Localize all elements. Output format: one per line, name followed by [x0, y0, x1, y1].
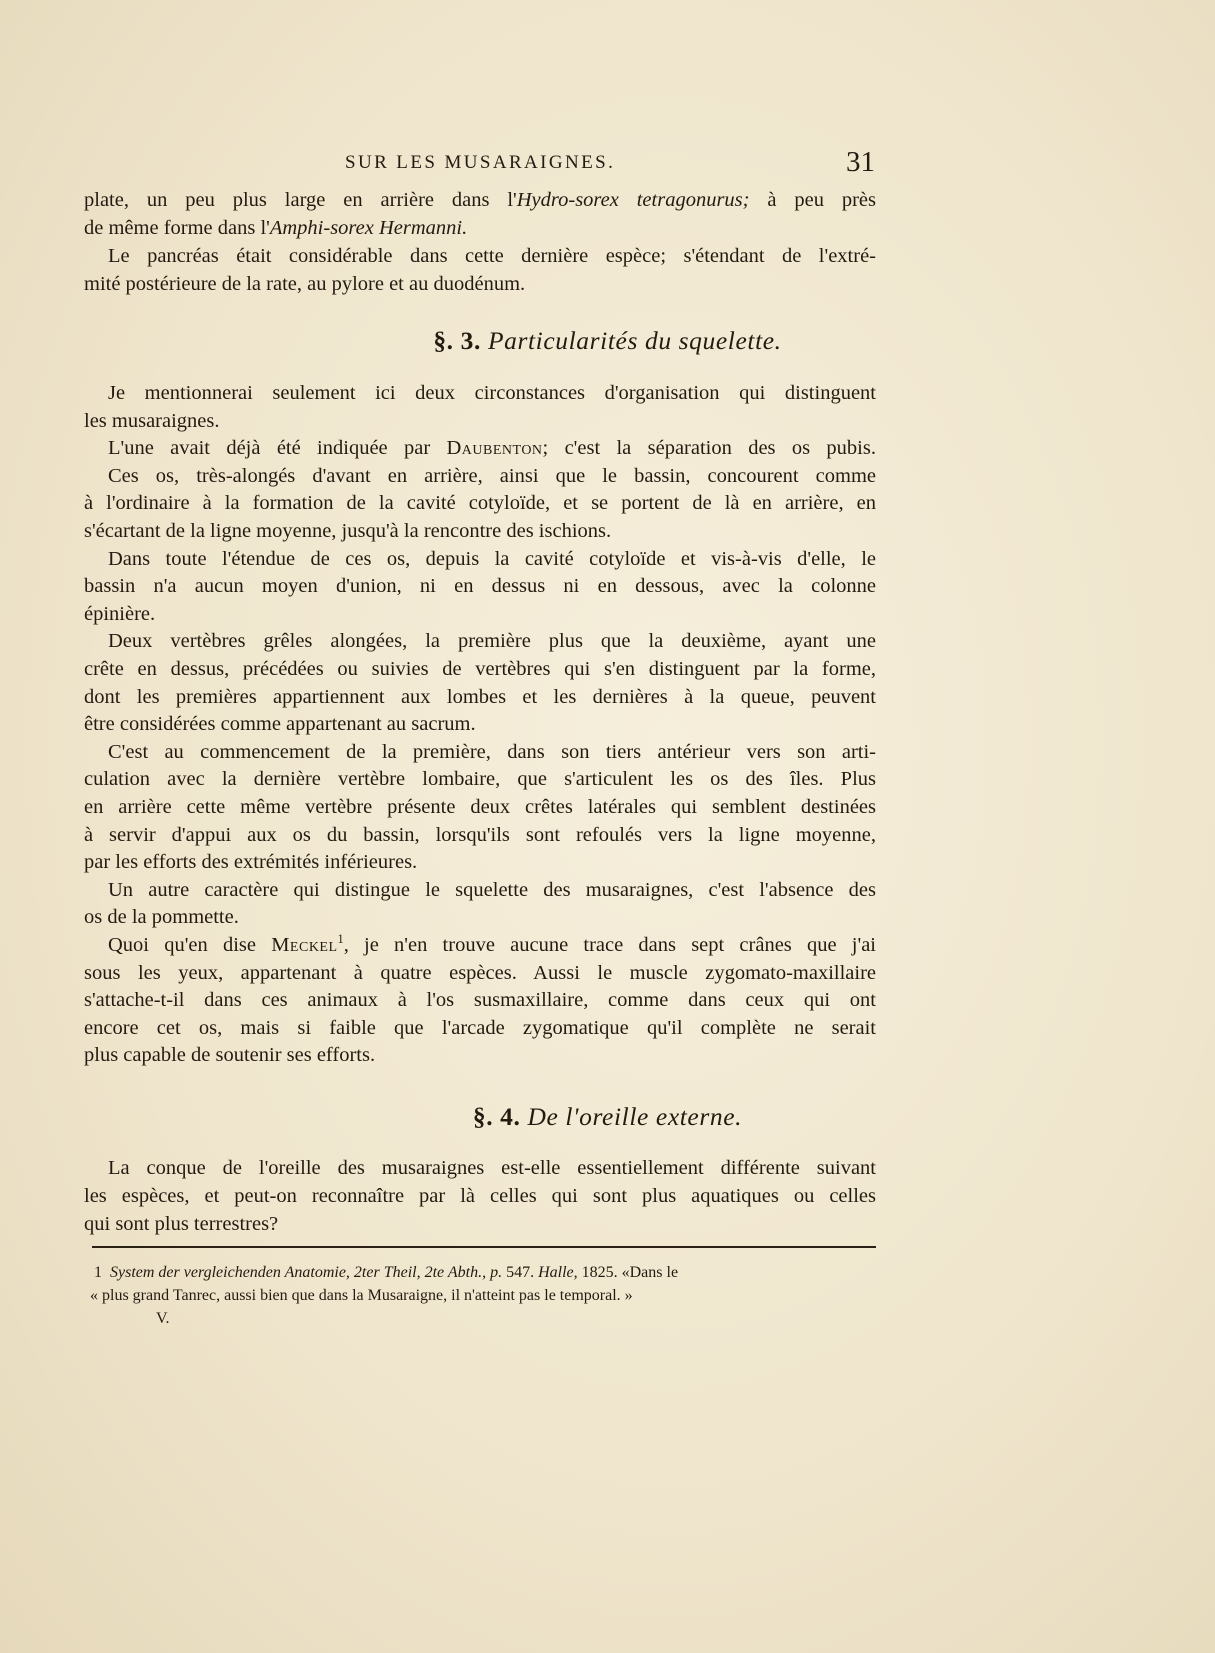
text-line: crête en dessus, précédées ou suivies de vertèbres qui s'en distinguent par la forme, [84, 658, 876, 680]
text-line: L'une avait déjà été indiquée par Daubenton; c'est la séparation des os pubis. [108, 437, 876, 460]
text-line: C'est au commencement de la première, dans son tiers antérieur vers son arti- [108, 740, 876, 763]
footnote-signature: V. [156, 1310, 170, 1327]
text-line: à l'ordinaire à la formation de la cavité cotyloïde, et se portent de là en arrière, en [84, 492, 876, 515]
text-line: les musaraignes. [84, 409, 220, 432]
text-line: de même forme dans l'Amphi-sorex Hermanni. [84, 217, 468, 239]
text-line: Quoi qu'en dise Meckel$^1$, je n'en trouve aucune trace dans sept crânes que j'ai [108, 932, 876, 956]
footnote-rule [92, 1246, 876, 1248]
text-line: bassin n'a aucun moyen d'union, ni en dessus ni en dessous, avec la colonne [84, 575, 876, 598]
page-number: 31 [846, 146, 875, 178]
text-line: plus capable de soutenir ses efforts. [84, 1044, 376, 1067]
text-line: épinière. [84, 602, 156, 625]
text-line: plate, un peu plus large en arrière dans l'Hydro-sorex tetragonurus; à peu près [84, 189, 877, 211]
section-number: §. 4. [472, 1102, 521, 1131]
text-line: Ces os, très-alongés d'avant en arrière, ainsi que le bassin, concourent comme [108, 464, 876, 487]
section-heading-3 [0, 326, 1215, 356]
text-line: sous les yeux, appartenant à quatre espèces. Aussi le muscle zygomato-maxillaire [84, 961, 876, 984]
footnote-line: 1 System der vergleichenden Anatomie, 2ter Theil, 2te Abth., p. 547. Halle, 1825. «Dans le [94, 1264, 679, 1281]
footnote-line: « plus grand Tanrec, aussi bien que dans la Musaraigne, il n'atteint pas le temporal. » [90, 1287, 633, 1304]
text-line: Deux vertèbres grêles alongées, la première plus que la deuxième, ayant une [108, 630, 876, 653]
text-line: par les efforts des extrémités inférieures. [84, 851, 418, 874]
text-line: La conque de l'oreille des musaraignes est-elle essentiellement différente suivant [108, 1157, 876, 1179]
text-line: Je mentionnerai seulement ici deux circonstances d'organisation qui distinguent [108, 382, 876, 404]
text-line: culation avec la dernière vertèbre lombaire, que s'articulent les os des îles. Plus [84, 768, 876, 791]
footnote-marker: 1 [337, 932, 344, 947]
text-line: Un autre caractère qui distingue le squelette des musaraignes, c'est l'absence des [108, 878, 876, 901]
running-head: SUR LES MUSARAIGNES. [345, 152, 616, 173]
text-line: dont les premières appartiennent aux lombes et les dernières à la queue, peuvent [84, 685, 876, 708]
text-line: les espèces, et peut-on reconnaître par là celles qui sont plus aquatiques ou celles [84, 1185, 876, 1207]
section-title: Particularités du squelette. [487, 326, 782, 355]
text-line: à servir d'appui aux os du bassin, lorsqu'ils sont refoulés vers la ligne moyenne, [84, 823, 876, 846]
text-line: encore cet os, mais si faible que l'arcade zygomatique qu'il complète ne serait [84, 1016, 876, 1039]
text-line: Le pancréas était considérable dans cette dernière espèce; s'étendant de l'extré- [108, 245, 876, 267]
text-line: Dans toute l'étendue de ces os, depuis la cavité cotyloïde et vis-à-vis d'elle, le [108, 547, 876, 570]
text-line: s'écartant de la ligne moyenne, jusqu'à la rencontre des ischions. [84, 520, 612, 542]
text-line: en arrière cette même vertèbre présente deux crêtes latérales qui semblent destinées [84, 796, 876, 818]
text-line: os de la pommette. [84, 906, 239, 929]
text-line: qui sont plus terrestres? [84, 1213, 279, 1235]
section-title: De l'oreille externe. [527, 1102, 743, 1131]
text-line: être considérées comme appartenant au sacrum. [84, 713, 476, 736]
text-line: s'attache-t-il dans ces animaux à l'os susmaxillaire, comme dans ceux qui ont [84, 989, 876, 1012]
section-heading-4 [0, 1102, 1215, 1132]
section-number: §. 3. [433, 326, 481, 355]
text-line: mité postérieure de la rate, au pylore et au duodénum. [84, 273, 526, 295]
footnote-number: 1 [94, 1264, 102, 1281]
